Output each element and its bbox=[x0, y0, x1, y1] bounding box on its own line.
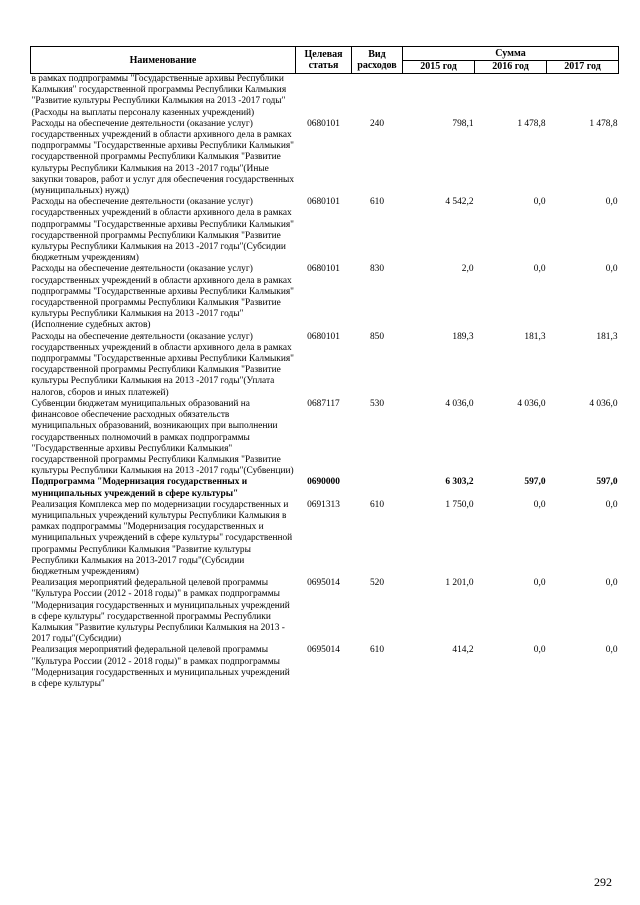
row-expense-type bbox=[352, 74, 403, 119]
table-row bbox=[31, 500, 619, 578]
row-sum-2017 bbox=[547, 74, 619, 119]
row-name: в рамках подпрограммы "Государственные архивы Республики Калмыкия" государственной программы Республики Калмыкия "Развитие культуры Республики Калмыкия на 2013 -2017 годы"(Расходы на выплаты персоналу казенных учреждений) bbox=[31, 74, 287, 118]
row-target-code: 0680101 bbox=[307, 197, 340, 208]
row-sum-2017: 181,3 bbox=[596, 331, 618, 342]
row-sum-2016: 0,0 bbox=[533, 264, 546, 275]
row-name: Расходы на обеспечение деятельности (оказание услуг) государственных учреждений в области архивного дела в рамках подпрограммы "Государственные архивы Республики Калмыкия" государственной программы Республики Калмыкия "Развитие культуры Республики Калмыкия на 2013 -2017 годы"(Иные закупки товаров, работ и услуг для обеспечения государственных (муниципальных) нужд) bbox=[31, 118, 295, 197]
row-sum-2015: 4 036,0 bbox=[445, 398, 474, 409]
row-target-code: 0687117 bbox=[307, 398, 340, 409]
header-sum: Сумма bbox=[403, 47, 619, 61]
row-sum-2017: 0,0 bbox=[605, 499, 618, 510]
row-target-code: 0695014 bbox=[307, 578, 340, 589]
row-expense-type bbox=[352, 477, 403, 499]
row-target-code: 0680101 bbox=[307, 118, 340, 129]
row-sum-2016: 597,0 bbox=[524, 477, 546, 488]
row-target-code: 0691313 bbox=[307, 499, 340, 510]
row-target-code: 0680101 bbox=[307, 331, 340, 342]
row-sum-2015: 414,2 bbox=[452, 645, 474, 656]
row-target-code: 0680101 bbox=[307, 264, 340, 275]
row-sum-2016: 181,3 bbox=[524, 331, 546, 342]
header-target: Целевая статья bbox=[296, 47, 352, 74]
header-year-2017: 2017 год bbox=[547, 60, 619, 74]
row-sum-2017: 597,0 bbox=[596, 477, 618, 488]
row-sum-2017: 1 478,8 bbox=[589, 118, 618, 129]
header-row bbox=[31, 47, 619, 61]
row-name: Расходы на обеспечение деятельности (оказание услуг) государственных учреждений в области архивного дела в рамках подпрограммы "Государственные архивы Республики Калмыкия" государственной программы Республики Калмыкия "Развитие культуры Республики Калмыкия на 2013 -2017 годы"(Уплата налогов, сборов и иных платежей) bbox=[31, 331, 295, 398]
row-name: Реализация мероприятий федеральной целевой программы "Культура России (2012 - 2018 годы)" в рамках подпрограммы "Модернизация государственных и муниципальных учреждений в сфере культуры" bbox=[31, 645, 290, 689]
table-row bbox=[31, 477, 619, 499]
table-row bbox=[31, 578, 619, 645]
row-sum-2016: 0,0 bbox=[533, 197, 546, 208]
row-sum-2016: 4 036,0 bbox=[517, 398, 546, 409]
page-number: 292 bbox=[594, 875, 612, 889]
row-expense-type: 830 bbox=[369, 264, 385, 275]
row-sum-2017: 0,0 bbox=[605, 264, 618, 275]
row-sum-2015: 1 201,0 bbox=[445, 578, 474, 589]
header-year-2016: 2016 год bbox=[475, 60, 547, 74]
row-target-code: 0695014 bbox=[307, 645, 340, 656]
table-row bbox=[31, 332, 619, 399]
row-sum-2016: 0,0 bbox=[533, 578, 546, 589]
row-name: Расходы на обеспечение деятельности (оказание услуг) государственных учреждений в области архивного дела в рамках подпрограммы "Государственные архивы Республики Калмыкия" государственной программы Республики Калмыкия "Развитие культуры Республики Калмыкия на 2013 -2017 годы"(Субсидии бюджетным учреждениям) bbox=[31, 197, 295, 264]
row-sum-2015: 189,3 bbox=[452, 331, 474, 342]
row-sum-2015: 1 750,0 bbox=[445, 499, 474, 510]
table-row bbox=[31, 645, 619, 690]
row-expense-type: 610 bbox=[369, 197, 385, 208]
header-type: Вид расходов bbox=[352, 47, 403, 74]
row-expense-type: 530 bbox=[369, 398, 385, 409]
table-row bbox=[31, 119, 619, 197]
row-name: Реализация мероприятий федеральной целевой программы "Культура России (2012 - 2018 годы)" в рамках подпрограммы "Модернизация государственных и муниципальных учреждений в сфере культуры" государственной программы Республики Калмыкия "Развитие культуры Республики Калмыкия на 2013 - 2017 годы"(Субсидии) bbox=[31, 578, 290, 645]
table-row bbox=[31, 399, 619, 477]
row-sum-2015 bbox=[403, 74, 475, 119]
row-sum-2017: 0,0 bbox=[605, 645, 618, 656]
row-target-code: 0690000 bbox=[307, 477, 340, 488]
row-sum-2017: 0,0 bbox=[605, 578, 618, 589]
row-sum-2015: 4 542,2 bbox=[445, 197, 474, 208]
budget-table bbox=[30, 46, 619, 690]
row-sum-2016: 1 478,8 bbox=[517, 118, 546, 129]
row-sum-2015: 798,1 bbox=[452, 118, 474, 129]
header-year-2015: 2015 год bbox=[403, 60, 475, 74]
row-name: Расходы на обеспечение деятельности (оказание услуг) государственных учреждений в области архивного дела в рамках подпрограммы "Государственные архивы Республики Калмыкия" государственной программы Республики Калмыкия "Развитие культуры Республики Калмыкия на 2013 -2017 годы"(Исполнение судебных актов) bbox=[31, 264, 295, 331]
row-sum-2017: 4 036,0 bbox=[589, 398, 618, 409]
row-sum-2015: 6 303,2 bbox=[445, 477, 474, 488]
header-name: Наименование bbox=[31, 47, 296, 74]
table-row bbox=[31, 264, 619, 331]
row-sum-2016: 0,0 bbox=[533, 499, 546, 510]
row-name: Субвенции бюджетам муниципальных образований на финансовое обеспечение расходных обязательств муниципальных образований, возникающих при выполнении государственных полномочий в рамках подпрограммы "Государственные архивы Республики Калмыкия" государственной программы Республики Калмыкия "Развитие культуры Республики Калмыкия на 2013 -2017 годы"(Субвенции) bbox=[31, 398, 294, 477]
row-target-code bbox=[296, 74, 352, 119]
row-expense-type: 850 bbox=[369, 331, 385, 342]
table-row bbox=[31, 197, 619, 264]
row-sum-2017: 0,0 bbox=[605, 197, 618, 208]
row-sum-2016 bbox=[475, 74, 547, 119]
row-expense-type: 610 bbox=[369, 499, 385, 510]
row-expense-type: 520 bbox=[369, 578, 385, 589]
row-sum-2015: 2,0 bbox=[461, 264, 474, 275]
row-sum-2016: 0,0 bbox=[533, 645, 546, 656]
table-row bbox=[31, 74, 619, 119]
row-expense-type: 240 bbox=[369, 118, 385, 129]
row-expense-type: 610 bbox=[369, 645, 385, 656]
row-name: Подпрограмма "Модернизация государственных и муниципальных учреждений в сфере культуры" bbox=[31, 477, 248, 499]
row-name: Реализация Комплекса мер по модернизации государственных и муниципальных учреждений культуры Республики Калмыкия в рамках подпрограммы "Модернизация государственных и муниципальных учреждений в сфере культуры" государственной программы Республики Калмыкия "Развитие культуры Республики Калмыкия на 2013-2017 годы"(Субсидии бюджетным учреждениям) bbox=[31, 499, 293, 577]
